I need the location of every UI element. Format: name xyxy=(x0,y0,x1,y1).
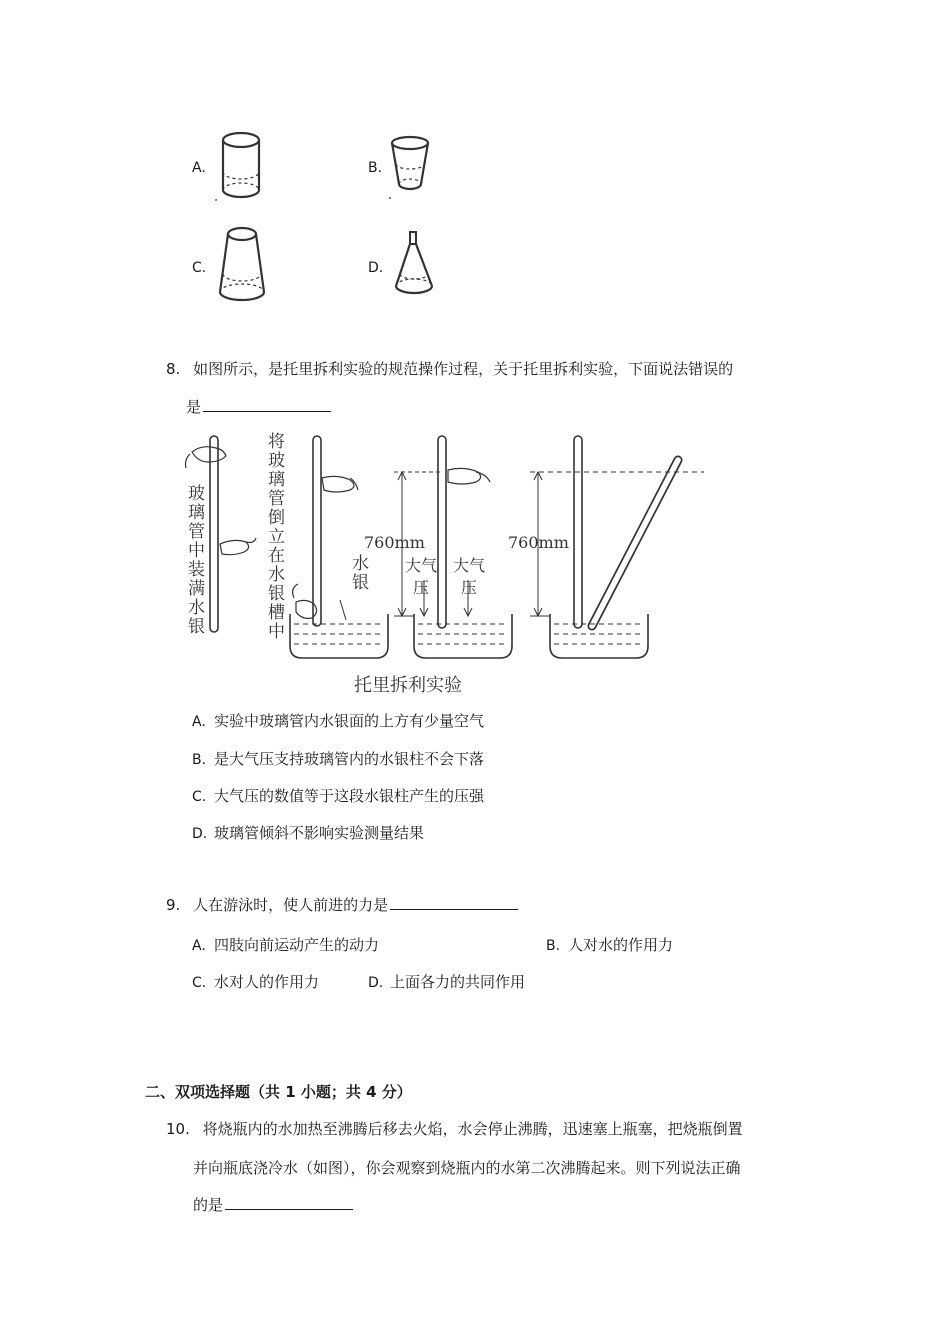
q7-option-a-key[interactable]: A. xyxy=(192,160,206,176)
q9-number: 9. xyxy=(166,896,181,914)
label-mercury: 水银 xyxy=(348,554,368,592)
q9-option-a-text: 四肢向前运动产生的动力 xyxy=(214,936,380,954)
q9-stem-text: 人在游泳时，使人前进的力是 xyxy=(193,896,389,914)
q8-stem-text: 如图所示，是托里拆利实验的规范操作过程，关于托里拆利实验，下面说法错误的 xyxy=(193,360,734,378)
q9-option-d-key: D. xyxy=(368,975,384,991)
q9-option-d-text: 上面各力的共同作用 xyxy=(390,973,526,991)
q8-option-d-text: 玻璃管倾斜不影响实验测量结果 xyxy=(214,824,425,842)
label-atm-1: 大气压 xyxy=(404,556,437,597)
figure-caption: 托里拆利实验 xyxy=(354,675,462,696)
section-2-title: 二、双项选择题（共 1 小题；共 4 分） xyxy=(145,1083,412,1101)
q9-answer-blank[interactable] xyxy=(390,908,518,910)
q10-line1 xyxy=(166,1122,743,1137)
q8-option-d[interactable] xyxy=(192,822,424,843)
q7-option-b-key[interactable]: B. xyxy=(368,160,383,176)
q10-line3 xyxy=(193,1198,353,1213)
q9-option-a[interactable] xyxy=(192,934,379,955)
q9-option-c-text: 水对人的作用力 xyxy=(214,973,320,991)
q8-stem-text-2: 是 xyxy=(186,398,202,416)
q9-option-d[interactable] xyxy=(368,971,525,992)
q10-text-1: 将烧瓶内的水加热至沸腾后移去火焰，水会停止沸腾，迅速塞上瓶塞，把烧瓶倒置 xyxy=(202,1120,743,1138)
q9-option-b[interactable] xyxy=(546,934,673,955)
q8-option-c[interactable] xyxy=(192,785,484,806)
q8-stem-line1 xyxy=(166,362,733,377)
q9-option-b-key: B. xyxy=(546,938,561,954)
q10-number: 10. xyxy=(166,1120,190,1138)
q8-option-a-key: A. xyxy=(192,714,206,730)
q8-answer-blank[interactable] xyxy=(203,410,331,412)
q8-number: 8. xyxy=(166,360,181,378)
torricelli-diagram xyxy=(170,430,720,670)
q8-option-b[interactable] xyxy=(192,748,484,769)
q7-option-c-key[interactable]: C. xyxy=(192,260,207,276)
conical-flask-icon xyxy=(392,230,442,302)
label-fill-tube: 玻璃管中装满水银 xyxy=(184,484,204,636)
q8-option-c-text: 大气压的数值等于这段水银柱产生的压强 xyxy=(214,787,485,805)
q9-option-c-key: C. xyxy=(192,975,207,991)
cup-icon xyxy=(388,134,438,200)
q8-option-d-key: D. xyxy=(192,826,208,842)
q9-option-c[interactable] xyxy=(192,971,319,992)
q8-option-a[interactable] xyxy=(192,710,484,731)
q8-stem-line2 xyxy=(186,400,331,415)
label-760mm-2: 760mm xyxy=(508,533,569,552)
label-atm-2: 大气压 xyxy=(452,556,485,597)
q8-option-b-text: 是大气压支持玻璃管内的水银柱不会下落 xyxy=(214,750,485,768)
q10-text-3: 的是 xyxy=(193,1196,224,1214)
q9-option-a-key: A. xyxy=(192,938,206,954)
truncated-cone-icon xyxy=(216,222,270,308)
q9-stem xyxy=(166,898,518,913)
cylinder-icon xyxy=(218,128,268,206)
q8-option-c-key: C. xyxy=(192,789,207,805)
q10-text-2: 并向瓶底浇冷水（如图），你会观察到烧瓶内的水第二次沸腾起来。则下列说法正确 xyxy=(193,1159,741,1177)
label-760mm-1: 760mm xyxy=(364,533,425,552)
q8-option-b-key: B. xyxy=(192,752,207,768)
q9-option-b-text: 人对水的作用力 xyxy=(568,936,674,954)
q7-option-d-key[interactable]: D. xyxy=(368,260,384,276)
q10-answer-blank[interactable] xyxy=(225,1208,353,1210)
label-invert-tube: 将玻璃管倒立在水银槽中 xyxy=(264,432,284,641)
q8-option-a-text: 实验中玻璃管内水银面的上方有少量空气 xyxy=(214,712,485,730)
